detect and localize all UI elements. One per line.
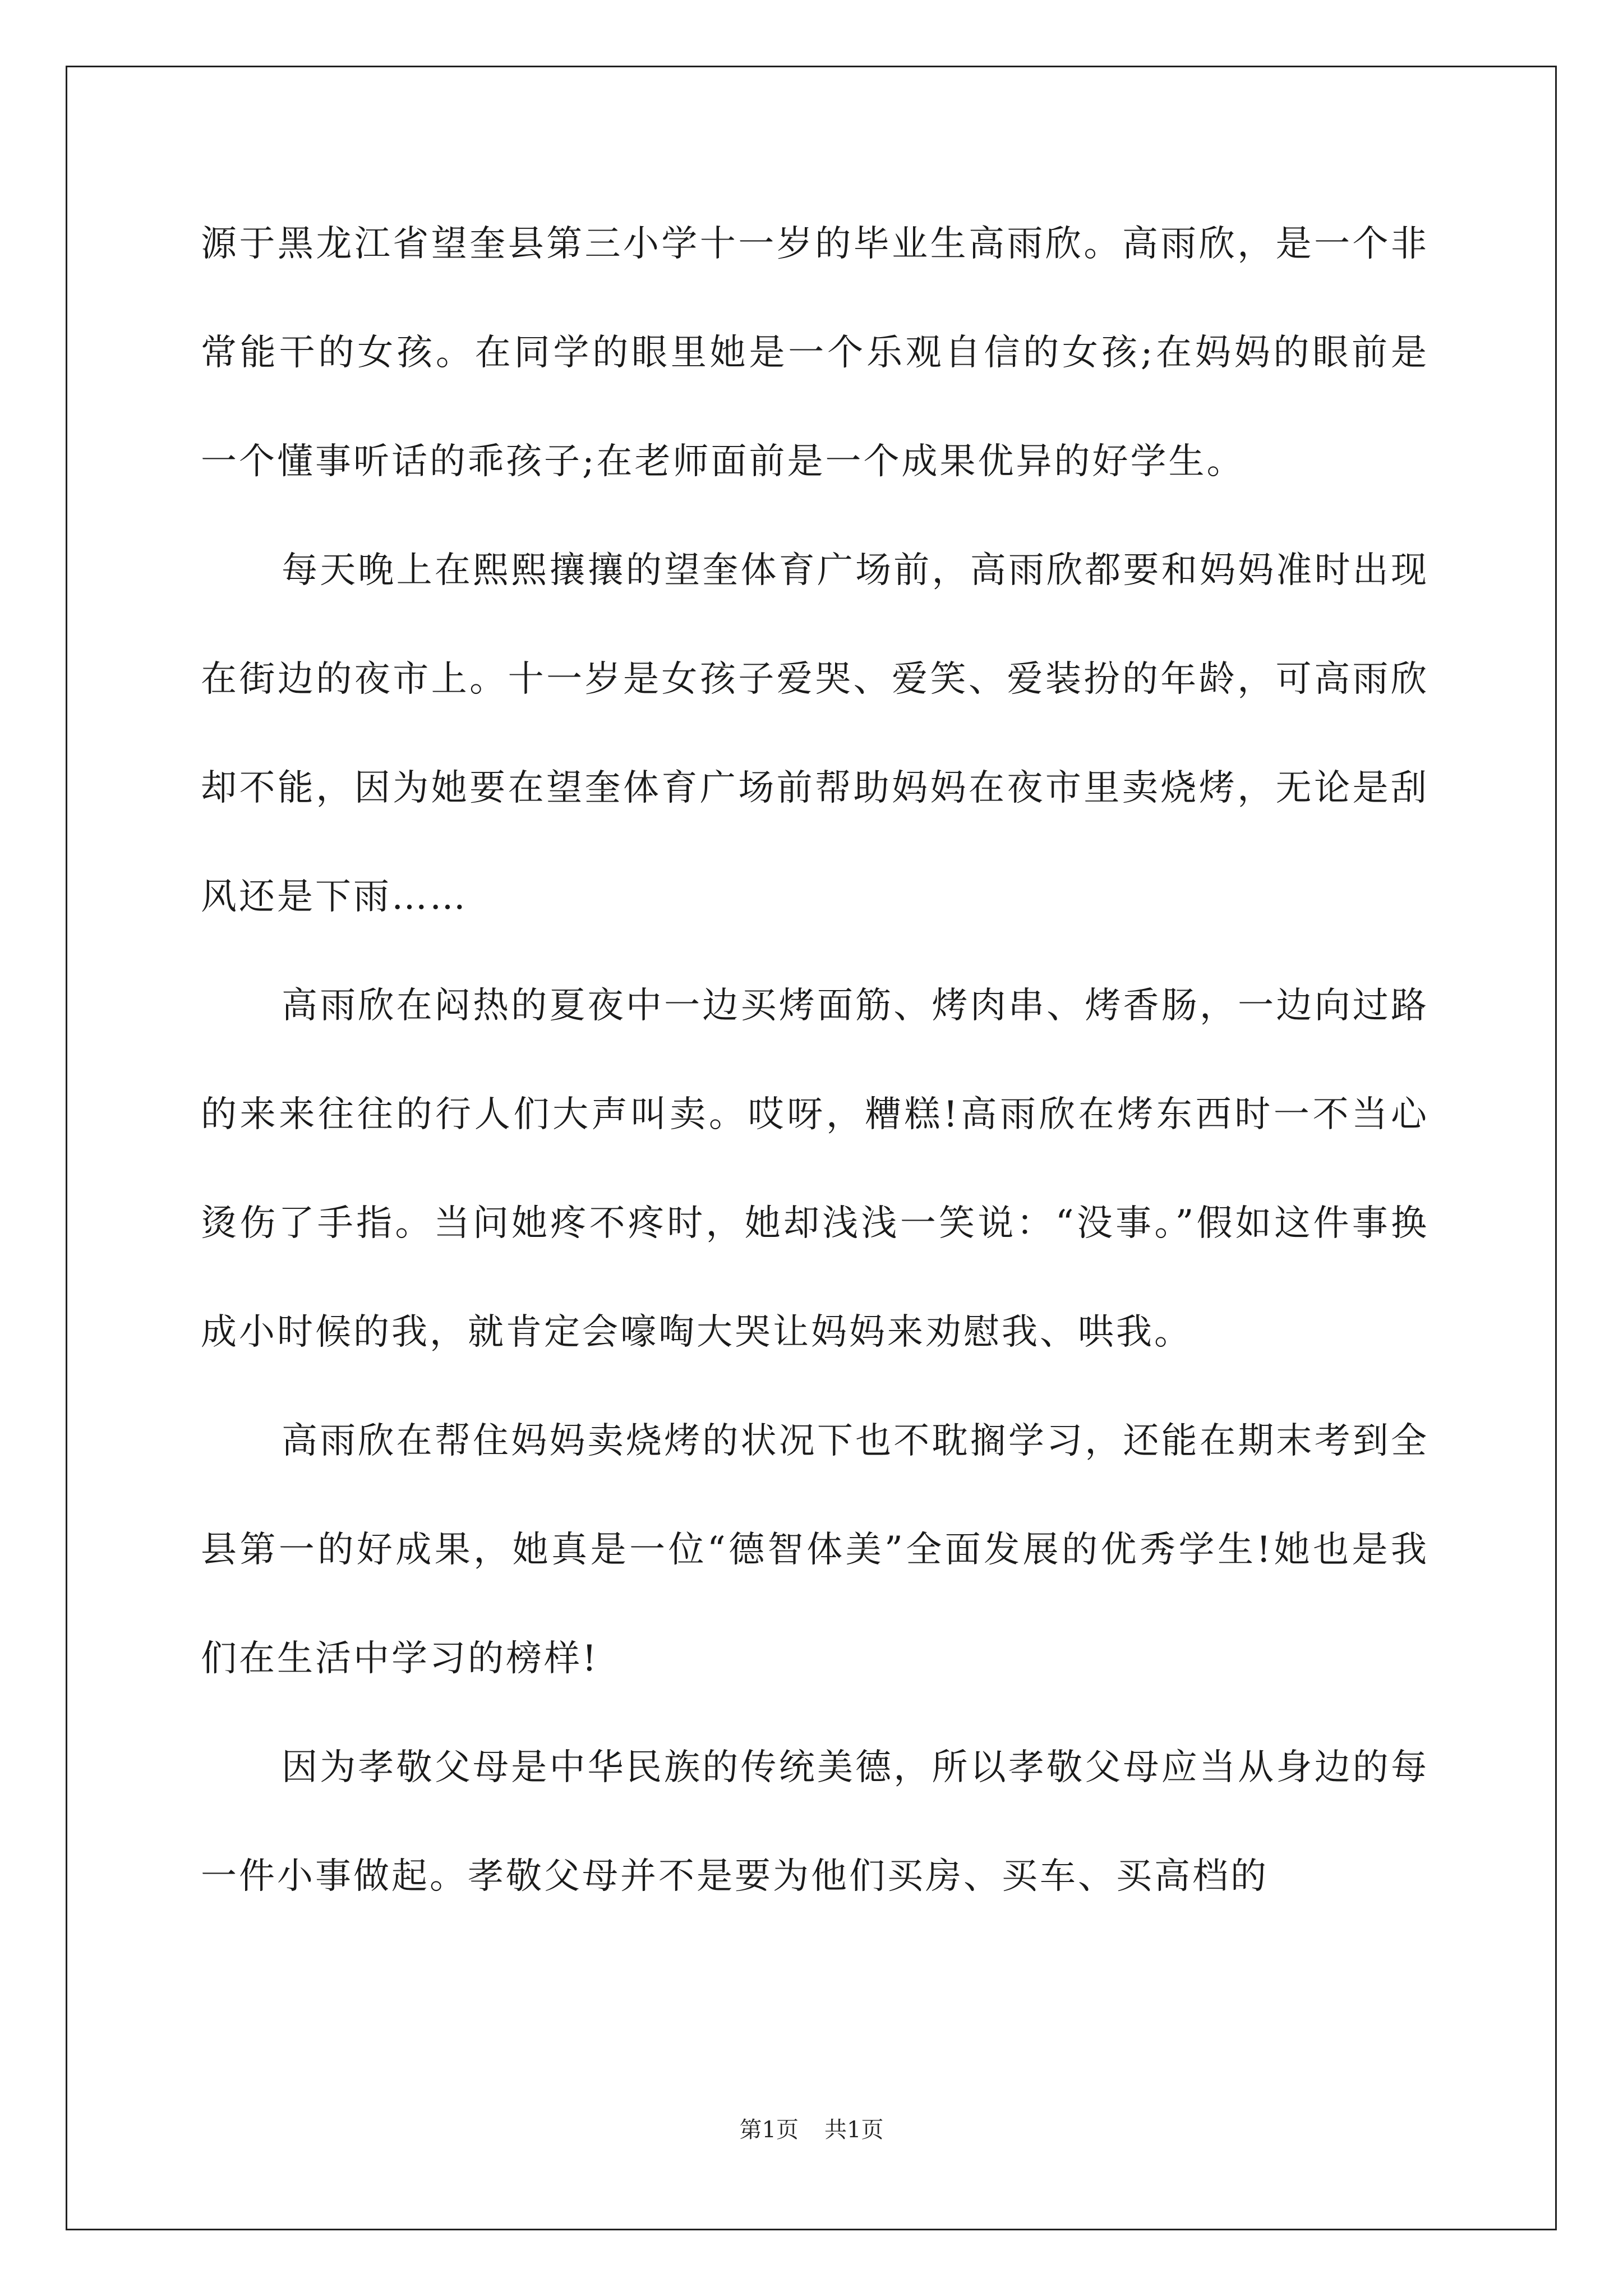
paragraph: 源于黑龙江省望奎县第三小学十一岁的毕业生高雨欣。高雨欣，是一个非常能干的女孩。在同学的眼里她是一个乐观自信的女孩;在妈妈的眼前是一个懂事听话的乖孩子;在老师面前是一个成果优异的好学生。: [201, 223, 1429, 482]
paragraph: 高雨欣在闷热的夏夜中一边买烤面筋、烤肉串、烤香肠，一边向过路的来来往往的行人们大声叫卖。哎呀，糟糕!高雨欣在烤东西时一不当心烫伤了手指。当问她疼不疼时，她却浅浅一笑说：“没事。”假如这件事换成小时候的我，就肯定会嚎啕大哭让妈妈来劝慰我、哄我。: [201, 985, 1429, 1353]
paragraph: 每天晚上在熙熙攘攘的望奎体育广场前，高雨欣都要和妈妈准时出现在街边的夜市上。十一岁是女孩子爱哭、爱笑、爱装扮的年龄，可高雨欣却不能，因为她要在望奎体育广场前帮助妈妈在夜市里卖烧烤，无论是刮风还是下雨……: [201, 550, 1429, 918]
page-total: 共1页: [824, 2117, 884, 2143]
page-number: 第1页: [739, 2117, 799, 2143]
document-body: [201, 190, 1429, 1931]
page-footer: [0, 2112, 1623, 2144]
paragraph: 高雨欣在帮住妈妈卖烧烤的状况下也不耽搁学习，还能在期末考到全县第一的好成果，她真是一位“德智体美”全面发展的优秀学生!她也是我们在生活中学习的榜样!: [201, 1420, 1429, 1680]
paragraph: 因为孝敬父母是中华民族的传统美德，所以孝敬父母应当从身边的每一件小事做起。孝敬父母并不是要为他们买房、买车、买高档的: [201, 1747, 1429, 1897]
